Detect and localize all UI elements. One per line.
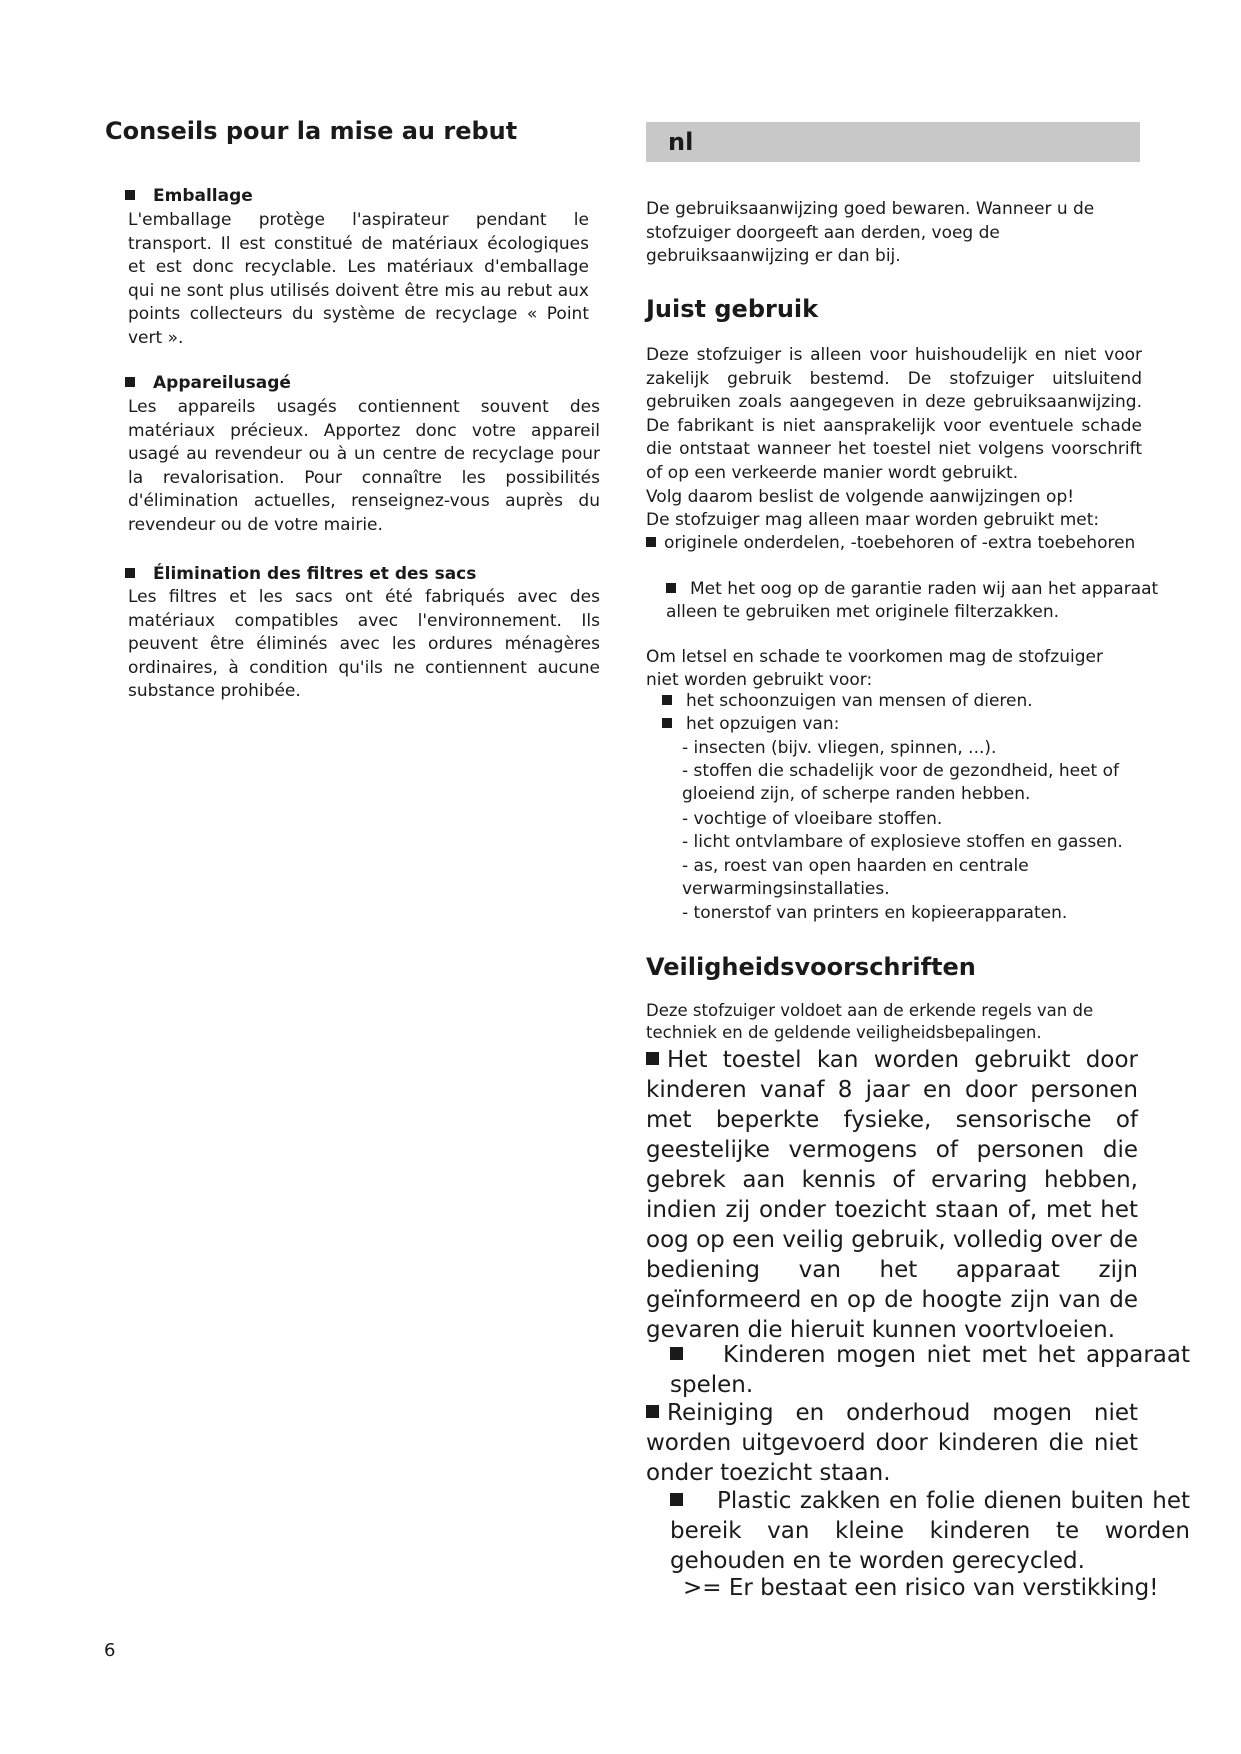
follow-instructions-line: Volg daarom beslist de volgende aanwijzingen op! xyxy=(646,487,1075,507)
bullet-square-icon xyxy=(646,1405,659,1418)
page-number: 6 xyxy=(104,1640,116,1661)
disposal-heading: Conseils pour la mise au rebut xyxy=(105,117,518,145)
bullet-square-icon xyxy=(662,695,672,705)
bullet-square-icon xyxy=(646,537,656,547)
bullet-cleaning-people: het schoonzuigen van mensen of dieren. xyxy=(662,690,1033,713)
section-title-old-appliance: Appareilusagé xyxy=(125,372,291,394)
section-title-packaging: Emballage xyxy=(125,185,253,207)
allowed-use-line: De stofzuiger mag alleen maar worden gebruikt met: xyxy=(646,510,1100,530)
language-banner xyxy=(646,122,1140,162)
bullet-cleaning-maintenance: Reiniging en onderhoud mogen niet worden uitgevoerd door kinderen die niet onder toezicht staan. xyxy=(646,1400,1138,1486)
bullet-square-icon xyxy=(125,377,135,387)
proper-use-text: Deze stofzuiger is alleen voor huishoudelijk en niet voor zakelijk gebruik bestemd. De stofzuiger uitsluitend gebruiken zoals aangegeven in deze gebruiksaanwijzing. De fabrikant is niet aansprakelijk voor eventuele schade die ontstaat wanneer het toestel niet volgens voorschrift of op een verkeerde manier wordt gebruikt. xyxy=(646,345,1142,483)
bullet-filter-bags: Met het oog op de garantie raden wij aan het apparaat alleen te gebruiken met originele filterzakken. xyxy=(666,579,1159,622)
packaging-text: L'emballage protège l'aspirateur pendant le transport. Il est constitué de matériaux écologiques et est donc recyclable. Les matériaux d'emballage qui ne sont plus utilisés doivent être mis au rebut aux points collecteurs du système de recyclage « Point vert ». xyxy=(128,210,589,348)
bullet-original-parts: originele onderdelen, -toebehoren of -extra toebehoren xyxy=(646,532,1136,555)
suffocation-warning: >= Er bestaat een risico van verstikking! xyxy=(683,1575,1159,1601)
dash-item: - as, roest van open haarden en centrale verwarmingsinstallaties. xyxy=(682,856,1029,899)
dash-item: - insecten (bijv. vliegen, spinnen, ...). xyxy=(682,738,997,758)
intro-text: De gebruiksaanwijzing goed bewaren. Wanneer u de stofzuiger doorgeeft aan derden, voeg de gebruiksaanwijzing er dan bij. xyxy=(646,199,1095,266)
bullet-children-use: Het toestel kan worden gebruikt door kinderen vanaf 8 jaar en door personen met beperkte fysieke, sensorische of geestelijke vermogens of personen die gebrek aan kennis of ervaring hebben, indien zij onder toezicht staan of, met het oog op een veilig gebruik, volledig over de bediening van het apparaat zijn geïnformeerd en op de hoogte zijn van de gevaren die hieruit kunnen voortvloeien. xyxy=(646,1047,1138,1343)
bullet-square-icon xyxy=(666,583,676,593)
proper-use-heading: Juist gebruik xyxy=(646,295,819,323)
safety-heading: Veiligheidsvoorschriften xyxy=(646,953,976,981)
prohibited-use-intro: Om letsel en schade te voorkomen mag de stofzuiger niet worden gebruikt voor: xyxy=(646,647,1103,690)
bullet-square-icon xyxy=(670,1347,683,1360)
bullet-no-play: Kinderen mogen niet met het apparaat spelen. xyxy=(670,1342,1190,1398)
bullet-square-icon xyxy=(125,190,135,200)
dash-item: - vochtige of vloeibare stoffen. xyxy=(682,809,943,829)
bullet-square-icon xyxy=(662,718,672,728)
bullet-vacuuming: het opzuigen van: xyxy=(662,713,839,736)
old-appliance-text: Les appareils usagés contiennent souvent des matériaux précieux. Apportez donc votre appareil usagé au revendeur ou à un centre de recyclage pour la revalorisation. Pour connaître les possibilités d'élimination actuelles, renseignez-vous auprès du revendeur ou de votre mairie. xyxy=(128,397,600,535)
filters-text: Les filtres et les sacs ont été fabriqués avec des matériaux compatibles avec l'environnement. Ils peuvent être éliminés avec les ordures ménagères ordinaires, à condition qu'ils ne contiennent aucune substance prohibée. xyxy=(128,587,600,701)
dash-item: - tonerstof van printers en kopieerapparaten. xyxy=(682,903,1068,923)
safety-text: Deze stofzuiger voldoet aan de erkende regels van de techniek en de geldende veiligheidsbepalingen. xyxy=(646,1001,1094,1042)
dash-item: - licht ontvlambare of explosieve stoffen en gassen. xyxy=(682,832,1123,852)
language-tag: nl xyxy=(668,128,694,156)
bullet-square-icon xyxy=(670,1493,683,1506)
bullet-square-icon xyxy=(646,1052,659,1065)
bullet-square-icon xyxy=(125,568,135,578)
section-title-filters: Élimination des filtres et des sacs xyxy=(125,563,476,585)
dash-item: - stoffen die schadelijk voor de gezondheid, heet of gloeiend zijn, of scherpe randen hebben. xyxy=(682,761,1120,804)
bullet-plastic-bags: Plastic zakken en folie dienen buiten het bereik van kleine kinderen te worden gehouden en te worden gerecycled. xyxy=(670,1488,1190,1574)
